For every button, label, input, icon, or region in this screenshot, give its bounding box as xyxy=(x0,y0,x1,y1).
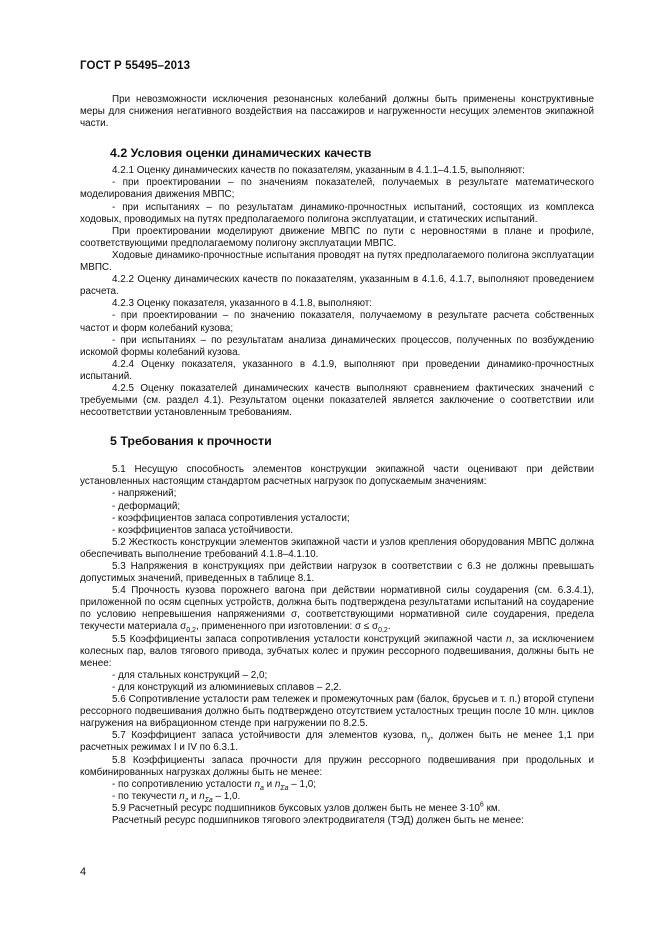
document-body xyxy=(80,94,594,827)
list-item-design-2: - при проектировании – по значению показателя, получаемому в результате расчета собственных частот и форм колебаний кузова; xyxy=(80,310,594,334)
paragraph-4-2-3: 4.2.3 Оценку показателя, указанного в 4.1.8, выполняют: xyxy=(112,298,373,310)
paragraph-5-5: 5.5 Коэффициенты запаса сопротивления усталости конструкций экипажной части n, за исключением колесных пар, валов тягового привода, зубчатых колес и пружин рессорного подвешивания, должны быть не менее: xyxy=(80,633,594,669)
list-item: - коэффициентов запаса устойчивости. xyxy=(112,524,293,536)
list-item: - коэффициентов запаса сопротивления усталости; xyxy=(112,512,350,524)
paragraph-5-2: 5.2 Жесткость конструкции элементов экипажной части и узлов крепления оборудования МВПС должна обеспечивать выполнение требований 4.1.8–4.1.10. xyxy=(80,536,594,560)
document-code-header: ГОСТ Р 55495–2013 xyxy=(80,60,191,72)
paragraph-running-tests: Ходовые динамико-прочностные испытания проводят на путях предполагаемого полигона эксплуатации МВПС. xyxy=(80,249,594,274)
list-item: - для конструкций из алюминиевых сплавов – 2,2. xyxy=(112,681,342,693)
list-item-fatigue: - по сопротивлению усталости $n_a$ и $n_{\Sigma a} - 1,0$; xyxy=(112,778,316,792)
list-item-tests: - при испытаниях – по результатам динамико-прочностных испытаний, состоящих из комплекса ходовых, проводимых на путях предполагаемого полигона эксплуатации, и статических испытаний. xyxy=(80,201,594,225)
section-4-2-title: 4.2 Условия оценки динамических качеств xyxy=(110,146,372,161)
list-item: - напряжений; xyxy=(112,488,177,500)
paragraph-5-1: 5.1 Несущую способность элементов конструкции экипажной части оценивают при действии установленных настоящим стандартом расчетных нагрузок по допускаемым значениям: xyxy=(80,464,594,488)
paragraph-5-7: 5.7 Коэффициент запаса устойчивости для элементов кузова, $n_y$, должен быть не менее 1,1 при расчетных режимах I и IV по 6.3.1. xyxy=(80,730,594,754)
paragraph-4-2-5: 4.2.5 Оценку показателей динамических качеств выполняют сравнением фактических значений с требуемыми (см. раздел 4.1). Результатом оценки показателей является заключение о соответствии или несоответствии установленным требованиям. xyxy=(80,382,594,419)
list-item: - для стальных конструкций – 2,0; xyxy=(112,669,268,681)
section-5-title: 5 Требования к прочности xyxy=(110,434,272,449)
paragraph-motor-bearings: Расчетный ресурс подшипников тягового электродвигателя (ТЭД) должен быть не менее: xyxy=(112,814,524,826)
paragraph-modeling: При проектировании моделируют движение МВПС по пути с неровностями в плане и профиле, соответствующими предполагаемому полигону эксплуатации МВПС. xyxy=(80,225,594,249)
paragraph-4-2-1: 4.2.1 Оценку динамических качеств по показателям, указанным в 4.1.1–4.1.5, выполняют: xyxy=(112,165,525,177)
paragraph-5-6: 5.6 Сопротивление усталости рам тележек и промежуточных рам (балок, брусьев и т. п.) второй ступени рессорного подвешивания должно быть подтверждено отсутствием усталостных трещин после 10 млн. циклов нагружения на вибрационном стенде при нагружении по 8.2.5. xyxy=(80,694,594,730)
list-item: - деформаций; xyxy=(112,500,181,512)
page-number: 4 xyxy=(80,866,87,878)
paragraph-5-4: 5.4 Прочность кузова порожнего вагона при действии нормативной силы соударения (см. 6.3.4.1), приложенной по осям сцепных устройств, должна быть подтверждена результатами испытаний на соударение по условию непревышения напряжениями σ, соответствующими нормативной силе соударения, предела текучести материала $\sigma_{0,2}$, примененного при изготовлении: $\sigma \le \sigma_{0,2}$. xyxy=(80,585,594,635)
list-item-design: - при проектировании – по значениям показателей, получаемых в результате математического моделирования движения МВПС; xyxy=(80,177,594,201)
paragraph-5-3: 5.3 Напряжения в конструкциях при действии нагрузок в соответствии с 6.3 не должны превышать допустимых значений, приведенных в таблице 8.1. xyxy=(80,561,594,585)
list-item-tests-2: - при испытаниях – по результатам анализа динамических процессов, полученных по возбуждению искомой формы колебаний кузова. xyxy=(80,334,594,358)
paragraph-4-2-2: 4.2.2 Оценку динамических качеств по показателям, указанным в 4.1.6, 4.1.7, выполняют проведением расчета. xyxy=(80,274,594,298)
intro-paragraph: При невозможности исключения резонансных колебаний должны быть применены конструктивные меры для снижения негативного воздействия на пассажиров и нагруженности несущих элементов экипажной части. xyxy=(80,94,594,130)
list-item-yield: - по текучести $n_г$ и $n_{\Sigma a} - 1,0$. xyxy=(112,790,241,804)
paragraph-5-9: 5.9 Расчетный ресурс подшипников буксовых узлов должен быть не менее $3\cdot 10^6$ км. xyxy=(112,801,501,814)
paragraph-4-2-4: 4.2.4 Оценку показателя, указанного в 4.1.9, выполняют при проведении динамико-прочностных испытаний. xyxy=(80,358,594,382)
paragraph-5-8: 5.8 Коэффициенты запаса прочности для пружин рессорного подвешивания при продольных и комбинированных нагрузках должны быть не менее: xyxy=(80,754,594,778)
